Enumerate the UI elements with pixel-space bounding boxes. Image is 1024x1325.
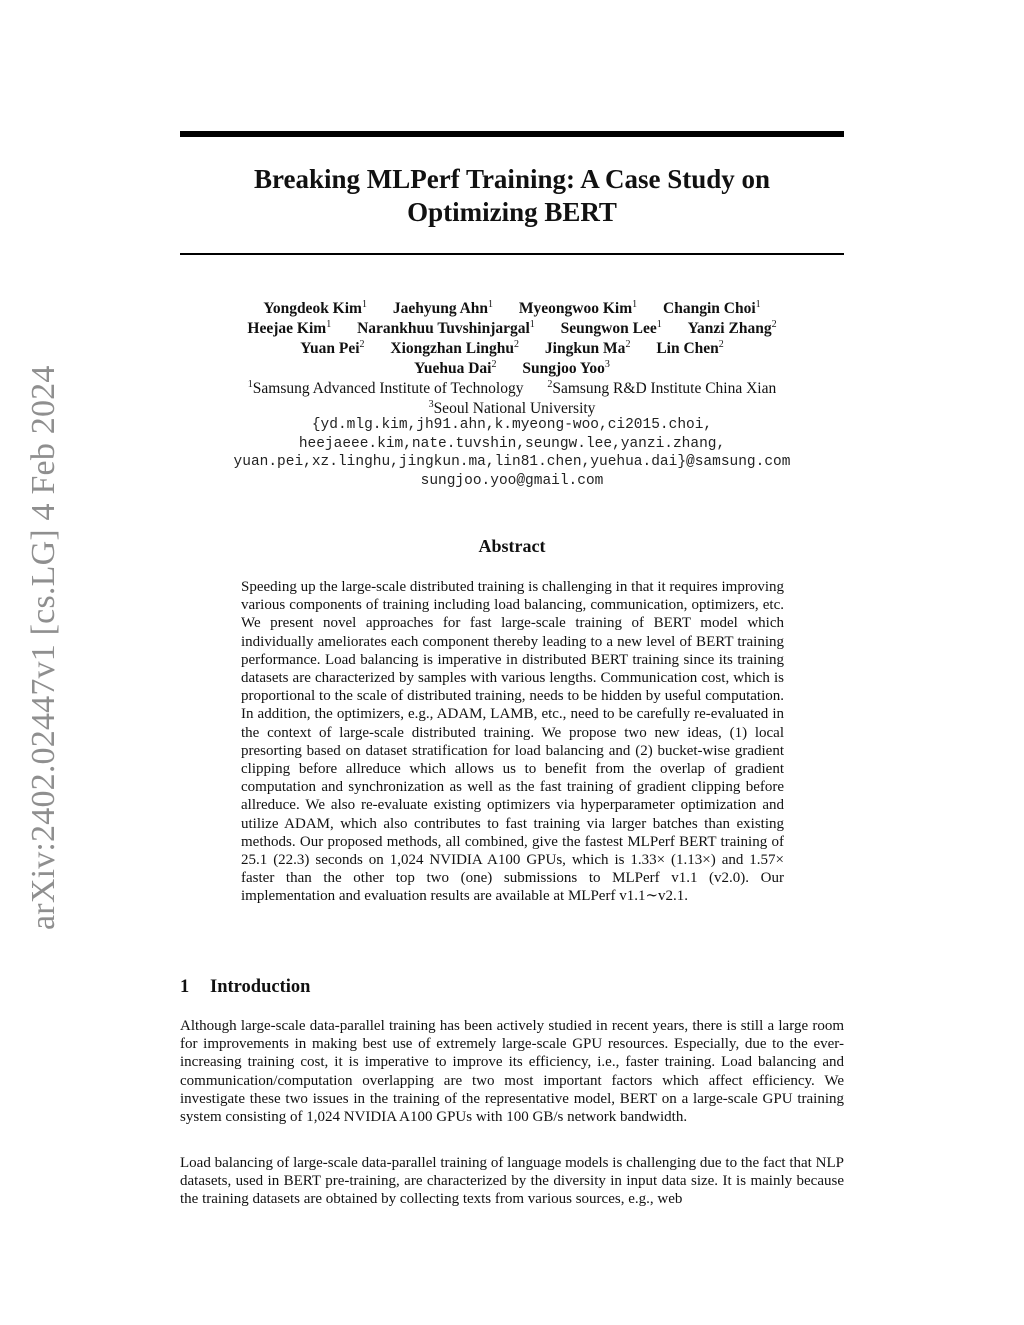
author-name: Jingkun Ma$^2$ [544, 339, 631, 357]
arxiv-identifier-stamp: arXiv:2402.02447v1 [cs.LG] 4 Feb 2024 [25, 365, 62, 930]
author-emails [150, 416, 874, 490]
author-block [180, 299, 844, 419]
title-top-rule [180, 131, 844, 137]
paper-title-line-2: Optimizing BERT [407, 197, 617, 227]
author-name: Xiongzhan Linghu$^2$ [390, 339, 520, 357]
abstract-text: Speeding up the large-scale distributed training is challenging in that it requires improving various components of training including load balancing, communication, optimizers, etc. We present novel approaches for fast large-scale training of BERT model which individually ameliorates each component thereby leading to a new level of BERT training performance. Load balancing is imperative in distributed BERT training since its training datasets are characterized by samples with various lengths. Communication cost, which is proportional to the scale of distributed training, needs to be hidden by useful computation. In addition, the optimizers, e.g., ADAM, LAMB, etc., need to be carefully re-evaluated in the context of large-scale distributed training. We propose two new ideas, (1) local presorting based on dataset stratification for load balancing and (2) bucket-wise gradient clipping before allreduce which allows us to benefit from the overlap of gradient computation and synchronization as well as the fast training of gradient clipping before allreduce. We also re-evaluate existing optimizers via hyperparameter optimization and utilize ADAM, which also contributes to fast training via larger batches than existing methods. Our proposed methods, all combined, give the fastest MLPerf BERT training of 25.1 (22.3) seconds on 1,024 NVIDIA A100 GPUs, which is 1.33× (1.13×) and 1.57× faster than the other top two (one) submissions to MLPerf v1.1 (v2.0). Our implementation and evaluation results are available at MLPerf v1.1∼v2.1. [241, 579, 784, 905]
email-line: yuan.pei,xz.linghu,jingkun.ma,lin81.chen,yuehua.dai}@samsung.com [233, 454, 791, 470]
author-name: Yuan Pei$^2$ [300, 339, 365, 357]
title-bottom-rule [180, 253, 844, 255]
author-name: Changin Choi$^1$ [663, 299, 761, 317]
email-line: heejaeee.kim,nate.tuvshin,seungw.lee,yanzi.zhang, [298, 435, 726, 452]
introduction-paragraph-2: Load balancing of large-scale data-parallel training of language models is challenging due to the fact that NLP datasets, used in BERT pre-training, are characterized by the diversity in input data size. It is mainly because the training datasets are obtained by collecting texts from various sources, e.g., web [180, 1155, 844, 1208]
affiliation: $^3$Seoul National University [428, 399, 596, 417]
section-number: 1 [180, 977, 190, 997]
author-name: Yuehua Dai$^2$ [414, 359, 497, 377]
author-name: Lin Chen$^2$ [656, 339, 724, 357]
author-name: Jaehyung Ahn$^1$ [392, 299, 494, 317]
paper-title-line-1: Breaking MLPerf Training: A Case Study on [253, 164, 771, 194]
author-name: Seungwon Lee$^1$ [560, 319, 662, 337]
author-name: Narankhuu Tuvshinjargal$^1$ [357, 319, 535, 337]
author-name: Yongdeok Kim$^1$ [263, 299, 367, 317]
affiliation: $^2$Samsung R&D Institute China Xian [547, 379, 777, 397]
affiliation: $^1$Samsung Advanced Institute of Technology [247, 379, 524, 397]
abstract-heading: Abstract [478, 536, 546, 556]
author-line-4 [180, 359, 844, 379]
author-name: Heejae Kim$^1$ [247, 319, 332, 337]
affiliation-line-1 [180, 379, 844, 399]
email-line: {yd.mlg.kim,jh91.ahn,k.myeong-woo,ci2015.choi, [311, 417, 713, 433]
section-heading-introduction [180, 976, 844, 998]
author-name: Yanzi Zhang$^2$ [687, 319, 777, 337]
author-line-1 [180, 299, 844, 319]
author-line-3 [180, 339, 844, 359]
section-title: Introduction [210, 977, 311, 997]
author-name: Myeongwoo Kim$^1$ [518, 299, 638, 317]
paper-title [180, 163, 844, 229]
email-line: sungjoo.yoo@gmail.com [420, 472, 604, 489]
author-line-2 [180, 319, 844, 339]
introduction-paragraph-1: Although large-scale data-parallel training has been actively studied in recent years, there is still a large room for improvements in making best use of extremely large-scale GPU resources. Especially, due to the ever-increasing training cost, it is imperative to improve its efficiency, i.e., faster training. Load balancing and communication/computation overlapping are two most important factors which affect efficiency. We investigate these two issues in the training of the representative model, BERT on a large-scale GPU training system consisting of 1,024 NVIDIA A100 GPUs with 100 GB/s network bandwidth. [180, 1018, 844, 1126]
author-name: Sungjoo Yoo$^3$ [522, 359, 610, 377]
